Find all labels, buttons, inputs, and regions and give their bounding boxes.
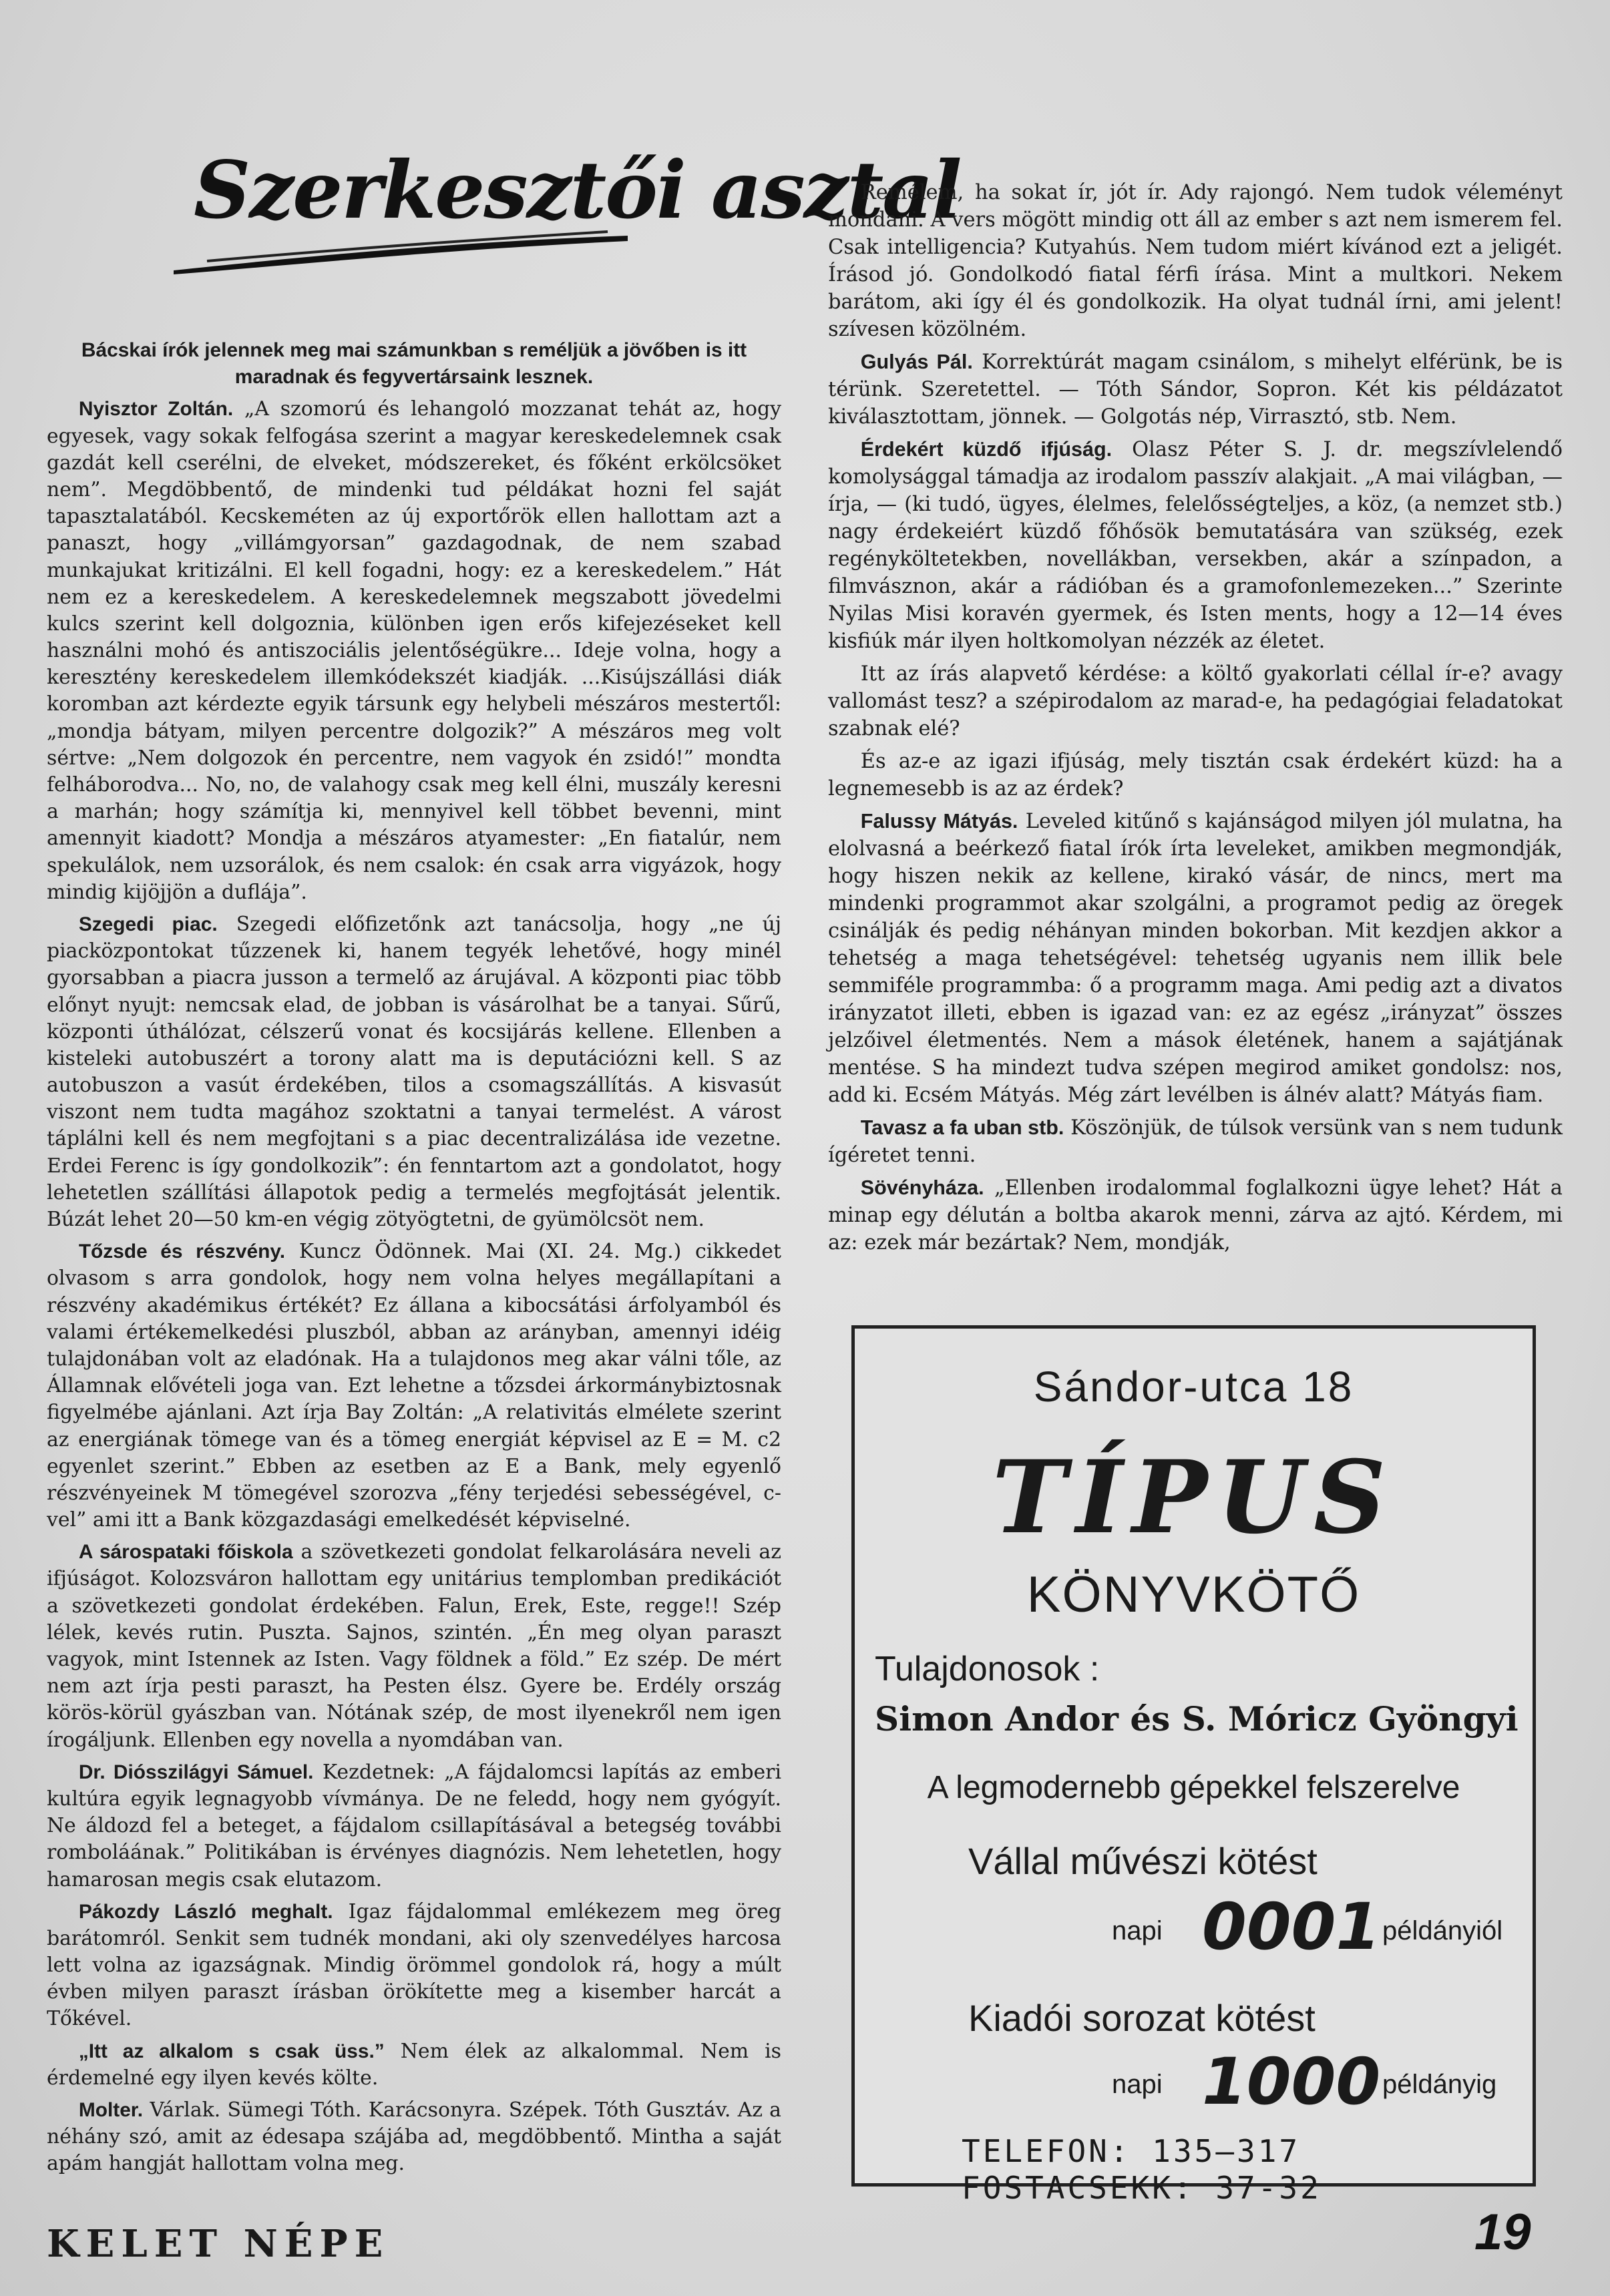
ad-brand: TÍPUS	[992, 1439, 1396, 1556]
paragraph-text: Várlak. Sümegi Tóth. Karácsonyra. Szépek. Tóth Gusztáv. Az a néhány szó, amit az édesapa szájába ad, megdöbbentő. Mintha a saját apám hangját hallottam volna meg.	[47, 2098, 781, 2176]
paragraph-lead: Falussy Mátyás.	[860, 810, 1018, 833]
paragraph-text: „Ellenben irodalommal foglalkozni ügye lehet? Hát a minap egy délután a boltba akarok menni, zárva az ajtó. Kérdem, mi az: ezek már bezártak? Nem, mondják,	[828, 1176, 1563, 1254]
paragraph-text: Korrektúrát magam csinálom, s mihelyt elférünk, be is térünk. Szeretettel. — Tóth Sándor, Sopron. Két kis példázatot kiválasztottam, jönnek. — Golgotás nép, Virrasztó, stb. Nem.	[828, 351, 1563, 429]
ad-postal-check: FOSTACSEKK: 37-32	[962, 2170, 1322, 2206]
paragraph-text: „A szomorú és lehangoló mozzanat tehát az, hogy egyesek, vagy sokak felfogása szerint a magyar kereskedelemnek csak gazdát kell cserélni, de elveket, módszereket, és főként erkölcsöket nem”. Megdöbbentő, de mindenki tud példákat hozni fel saját tapasztalatából. Kecskeméten az új exportőrök ellen hallottam azt a panaszt, hogy „villámgyorsan” gazdagodnak, de nem szabad munkajukat kritizálni. El kell fogadni, hogy: ez a kereskedelem.” Hát nem ez a kereskedelem. A kereskedelemnek megszabott jövedelmi kulcs szerint kell dolgoznia, különben igen erős kifejezéseket kell használni mohó és antiszociális jelentőségükre... Ideje volna, hogy a keresztény kereskedelem illemkódekszét kiadják. ...Kisújszállási diák koromban azt kérdezte egyik társunk egy helybeli mészáros mestertől: „mondja bátyam, milyen percentre dolgozik?” A mészáros meg volt sértve: „Nem dolgozok én percentre, nem vagyok én zsidó!” mondta felháborodva... No, no, de valahogy csak meg kell élni, muszály keresni a marhán; hogy számítja ki, mennyivel kell többet bevenni, mint amennyit kiadott? Mondja a mészáros atyamester: „En fiatalúr, nem spekulálok, nem uzsorálok, és nem csalok: én csak arra vigyázok, hogy mindig kijöjjön a duflája”.	[47, 397, 782, 904]
ad-owners-label: Tulajdonosok :	[875, 1650, 1100, 1688]
title-underline-swash	[167, 230, 634, 277]
paragraph-lead: Pákozdy László meghalt.	[78, 1900, 333, 1923]
page-number: 19	[1474, 2204, 1531, 2261]
right-paragraph	[828, 436, 1563, 655]
paragraph-lead: Molter.	[78, 2099, 144, 2121]
ad-daily-unit: példányiól	[1382, 1916, 1503, 1945]
right-paragraph	[828, 660, 1563, 742]
paragraph-text: a szövetkezeti gondolat felkarolására neveli az ifjúságot. Kolozsváron hallottam egy unitárius templomban predikációt a szövetkezeti gondolat érdekében. Falun, Erek, Este, regge!! Szép lélek, kevés rutin. Puszta. Sajnos, szintén. „Én meg olyan paraszt vagyok, mint Istennek az Isten. Vagy földnek a föld.” Ez szép. De mért nem azt írja pesti paraszt, ha Pesten élsz. Gyere be. Erdély ország körös-körül gyászban van. Nótának szép, de most ilyenekről nem igen írogáljunk. Ellenben egy novella a nyomdában van.	[47, 1540, 781, 1752]
paragraph-lead: Érdekért küzdő ifjúság.	[860, 438, 1113, 461]
right-paragraph	[828, 179, 1563, 343]
paragraph-lead: Sövényháza.	[860, 1176, 984, 1199]
paragraph-lead: Tőzsde és részvény.	[78, 1240, 286, 1263]
bookbinder-advertisement	[851, 1325, 1536, 2206]
paragraph-lead: Tavasz a fa uban stb.	[860, 1116, 1064, 1139]
left-paragraph	[47, 2097, 781, 2178]
left-paragraph	[47, 1899, 781, 2033]
ad-daily-min: 0001	[1202, 1889, 1381, 1964]
ad-equipment: A legmodernebb gépekkel felszerelve	[927, 1770, 1460, 1805]
paragraph-lead: Dr. Diósszilágyi Sámuel.	[78, 1761, 314, 1783]
paragraph-lead: Gulyás Pál.	[860, 351, 973, 373]
left-paragraph	[47, 1539, 781, 1754]
paragraph-text: Köszönjük, de túlsok versünk van s nem tudunk ígéretet tenni.	[828, 1116, 1563, 1167]
paragraph-lead: „Itt az alkalom s csak üss.”	[78, 2040, 385, 2062]
right-paragraph	[828, 808, 1563, 1109]
ad-daily-label: napi	[1112, 1916, 1163, 1945]
right-paragraph	[828, 1174, 1563, 1256]
paragraph-text: Szegedi előfizetőnk azt tanácsolja, hogy „ne új piacközpontokat tűzzenek ki, hanem tegyék lehetővé, hogy minél gyorsabban a piacra jusson a termelő az árujával. A központi piac több előnyt nyujt: nemcsak elad, de jobban is vásárolhat be a tanyai. Sűrű, központi úthálózat, célszerű vonat és kocsijárás kellene. Ellenben a kisteleki autobuszért a torony alatt ma is deputációzni kell. S az autobuszon a vasút érdekében, tilos a csomagszállítás. A kisvasút viszont nem tudta magához szoktatni a tanyai termelést. A várost táplálni kell és nem megfojtani s a piac decentralizálása ide vezetne. Erdei Ferenc is így gondolkozik”: én fenntartom azt a gondolatot, hogy lehetetlen szállítási állapotok pedig a termelés megfojtását jelentik. Búzát lehet 20—50 km-en végig zötyögtetni, de gyümölcsöt nem.	[47, 912, 781, 1231]
paragraph-text: És az-e az igazi ifjúság, mely tisztán csak érdekért küzd: ha a legnemesebb is az az érdek?	[828, 750, 1563, 800]
ad-service-binding: Vállal művészi kötést	[968, 1840, 1318, 1882]
ad-address: Sándor-utca 18	[1033, 1363, 1354, 1411]
magazine-name: KELET NÉPE	[47, 2222, 390, 2266]
left-paragraph	[47, 911, 781, 1233]
ad-subtitle: KÖNYVKÖTŐ	[1026, 1566, 1361, 1623]
ad-daily-unit: példányig	[1382, 2070, 1497, 2099]
paragraph-text: Remélem, ha sokat ír, jót ír. Ady rajongó. Nem tudok véleményt mondani. A vers mögött mindig ott áll az ember s azt nem ismerem fel. Csak intelligencia? Kutyahús. Nem tudom miért kívánod ezt a jeligét. Írásod jó. Gondolkodó fiatal férfi írása. Mint a multkori. Nekem barátom, aki így él és gondolkozik. Ha olyat tudnál írni, ami jelent! szívesen közölném.	[828, 181, 1563, 341]
title-text: Szerkesztői asztal	[194, 144, 961, 236]
ad-daily-max: 1000	[1202, 2044, 1381, 2119]
paragraph-text: Kuncz Ödönnek. Mai (XI. 24. Mg.) cikkedet olvasom s arra gondolok, hogy nem volna helyes megállapítani a részvény akadémikus értékét? Ez állana a kibocsátási árfolyamból és valami értékemelkedési pluszból, abban az arányban, amennyi idéig tulajdonában volt az eladónak. Ha a tulajdonos meg akar válni tőle, az Államnak elővételi joga van. Ezt lehetne a tőzsdei árkormánybiztosnak figyelmébe ajánlani. Azt írja Bay Zoltán: „A relativitás elmélete szerint az energiának tömege van és a tömeg energiát képvisel az E = M. c2 egyenlet szerint.” Ebben az esetben az E a Bank, mely egyenlő részvényeinek M tömegével szorozva „fény terjedési sebességével, c-vel” ami itt a Bank közgazdasági emelkedését képviselné.	[47, 1240, 781, 1532]
left-paragraph	[47, 2038, 781, 2092]
right-paragraph	[828, 1114, 1563, 1169]
paragraph-lead: A sárospataki főiskola	[78, 1541, 293, 1564]
paragraph-text: Kezdetnek: „A fájdalomcsi lapítás az emberi kultúra egyik legnagyobb vívmánya. De ne feledd, hogy nem gyógyít. Ne áldozd fel a beteget, a fájdalom csillapításával a betegség további romboláának.” Politikában is érvényes diagnózis. Nem lehetetlen, hogy hamarosan megis csak elutazom.	[47, 1760, 782, 1891]
right-paragraph	[828, 349, 1563, 431]
paragraph-lead: Nyisztor Zoltán.	[78, 398, 234, 421]
left-paragraph	[47, 1759, 781, 1893]
paragraph-lead: Szegedi piac.	[78, 913, 218, 935]
paragraph-text: Igaz fájdalommal emlékezem meg öreg barátomról. Senkit sem tudnék mondani, aki oly szenvedélyes harcosa lett volna az igazságnak. Mindig örömmel gondolok rá, hogy a múlt évben milyen paraszt írásban örökítette meg a kisember harcát a Tőkével.	[47, 1899, 781, 2031]
ad-telephone: TELEFON: 135—317	[962, 2133, 1301, 2169]
right-column	[828, 179, 1563, 1256]
ad-owners: Simon Andor és S. Móricz Gyöngyi	[875, 1699, 1519, 1739]
section-title	[167, 144, 961, 270]
right-paragraph	[828, 748, 1563, 802]
paragraph-text: Leveled kitűnő s kajánságod milyen jól mulatna, ha elolvasná a beérkező fiatal írók írta leveleket, amikben megmondják, hogy hiszen nekik az kellene, kirakó vásár, de nincs, mert ma mindenki programmot akar szolgálni, a programot pedig az öregek csinálják és pedig néhányan minden bokorban. Mit kezdjen akkor a tehetség a maga tehetségével: tehetség ugyanis nem illik bele semmiféle programmba: ő a programm maga. Ami pedig azt a divatos irányzatot illeti, ebben is igazad van: ez az egész „irányzat” összes jelzőivel életmentés. Nem a mások életének, hanem a sajátjának mentése. S ha mindezt tudva szépen megirod amiket gondolsz: nos, add ki. Ecsém Mátyás. Még zárt levélben is álnév alatt? Mátyás fiam.	[828, 810, 1563, 1107]
left-column	[47, 337, 781, 2178]
left-paragraph	[47, 396, 781, 906]
intro-note: Bácskai írók jelennek meg mai számunkban s reméljük a jövőben is itt maradnak és fegyvertársaink lesznek.	[81, 339, 747, 389]
paragraph-text: Olasz Péter S. J. dr. megszívlelendő komolysággal támadja az irodalom passzív alakjait. „A mai világban, — írja, — (ki tudó, ügyes, élelmes, felelősségteljes, a köz, (a nemzet stb.) nagy érdekeiért küzdő főhősök bemutatására van szükség, ezek regényköltetekben, novellákban, versekben, akár a színpadon, a filmvásznon, akár a rádióban és a gramofonlemezeken...” Szerinte Nyilas Misi koravén gyermek, és Isten ments, hogy a 12—14 éves kisfiúk már ilyen holtkomolyan nézzék az életet.	[828, 438, 1563, 653]
ad-service-series: Kiadói sorozat kötést	[968, 1997, 1316, 2039]
paragraph-text: Nem élek az alkalommal. Nem is érdemelné egy ilyen kevés költe.	[47, 2039, 781, 2090]
left-paragraph	[47, 1238, 781, 1534]
paragraph-text: Itt az írás alapvető kérdése: a költő gyakorlati céllal ír-e? avagy vallomást tesz? a szépirodalom az marad-e, ha pedagógiai feladatokat szabnak elé?	[828, 662, 1563, 740]
ad-daily-label: napi	[1112, 2070, 1163, 2099]
